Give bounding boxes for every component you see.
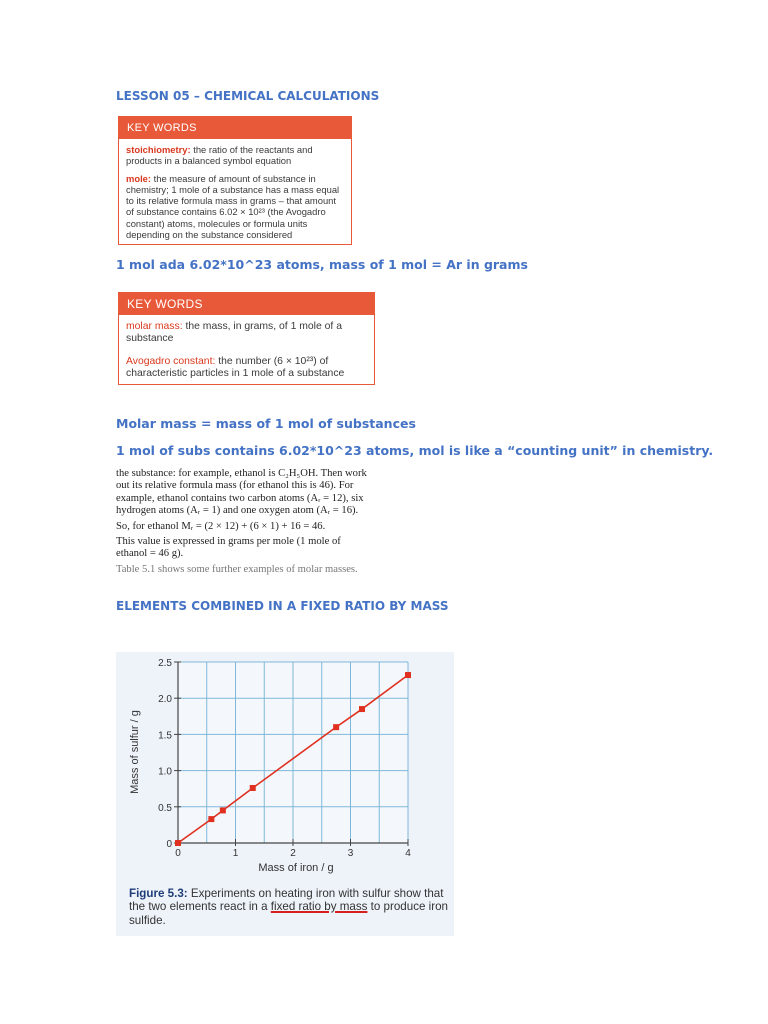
section-heading-fixed-ratio: ELEMENTS COMBINED IN A FIXED RATIO BY MASS <box>116 599 449 613</box>
caption-text: to produce iron sulfide. <box>129 900 448 927</box>
key-word-term: mole: <box>126 173 152 185</box>
excerpt-paragraph: the substance: for example, ethanol is C₂H₅OH. Then work out its relative formula mass (for ethanol this is 46). For example, ethanol contains two carbon atoms (Aᵣ = 12), six hydrogen atoms (Aᵣ = 1) and one oxygen atom (Aᵣ = 16). <box>116 468 367 517</box>
note-molar-mass: Molar mass = mass of 1 mol of substances <box>116 416 416 431</box>
key-words-box-molar-mass <box>118 292 375 385</box>
x-axis-label: Mass of iron / g <box>258 862 334 874</box>
key-word-entry-stoichiometry <box>126 144 344 166</box>
textbook-excerpt <box>116 468 372 582</box>
key-word-term: stoichiometry: <box>126 144 191 155</box>
data-point <box>208 816 214 822</box>
excerpt-paragraph: Table 5.1 shows some further examples of molar masses. <box>116 563 358 575</box>
caption-underlined-text: fixed ratio by mass <box>270 900 368 914</box>
data-point <box>405 672 411 678</box>
key-word-definition: the number (6 × 10²³) of characteristic particles in 1 mole of a substance <box>126 355 345 379</box>
x-tick-label: 1 <box>232 848 239 859</box>
key-word-term: Avogadro constant: <box>126 355 216 367</box>
data-point <box>220 807 226 813</box>
key-word-definition: the measure of amount of substance in chemistry; 1 mole of a substance has a mass equal to its relative formula mass in grams – that amount of substance contains 6.02 × 10²³ (the Avogadro constant) atoms, molecules or formula units depending on the substance considered <box>126 173 340 240</box>
key-words-header: KEY WORDS <box>119 117 351 139</box>
key-word-term: molar mass: <box>126 321 183 332</box>
y-axis-label: Mass of sulfur / g <box>129 710 141 794</box>
key-word-definition: the mass, in grams, of 1 mole of a substance <box>126 321 342 345</box>
figure-caption <box>129 887 449 927</box>
y-tick-label: 2.5 <box>158 658 172 669</box>
key-word-entry-avogadro <box>126 356 367 381</box>
note-mol-atoms: 1 mol ada 6.02*10^23 atoms, mass of 1 mol = Ar in grams <box>116 257 528 272</box>
data-point <box>175 840 181 846</box>
note-counting-unit: 1 mol of subs contains 6.02*10^23 atoms, mol is like a “counting unit” in chemistry. <box>116 443 714 458</box>
lesson-title: LESSON 05 – CHEMICAL CALCULATIONS <box>116 89 380 103</box>
excerpt-paragraph: So, for ethanol Mᵣ = (2 × 12) + (6 × 1) + 16 = 46. <box>116 520 326 532</box>
x-tick-label: 0 <box>175 848 181 859</box>
x-tick-label: 2 <box>290 848 296 859</box>
key-words-header: KEY WORDS <box>119 293 374 315</box>
data-point <box>333 724 339 730</box>
y-tick-label: 0.5 <box>158 802 172 814</box>
caption-text: Experiments on heating iron with sulfur show that the two elements react in a <box>129 887 444 914</box>
y-tick-label: 1.0 <box>158 766 172 778</box>
data-point <box>359 706 365 712</box>
iron-sulfur-chart <box>116 652 454 884</box>
key-word-entry-mole <box>126 173 344 240</box>
key-word-definition: the ratio of the reactants and products in a balanced symbol equation <box>126 144 313 167</box>
data-point <box>250 785 256 791</box>
y-tick-label: 1.5 <box>158 730 172 742</box>
x-tick-label: 3 <box>347 848 354 859</box>
x-tick-label: 4 <box>405 848 411 859</box>
key-words-box-stoichiometry-mole <box>118 116 352 245</box>
y-tick-label: 2.0 <box>158 694 172 706</box>
figure-label: Figure 5.3: <box>129 887 188 900</box>
excerpt-paragraph: This value is expressed in grams per mole (1 mole of ethanol = 46 g). <box>116 536 341 560</box>
y-tick-label: 0 <box>166 839 172 850</box>
key-word-entry-molar-mass <box>126 321 367 346</box>
